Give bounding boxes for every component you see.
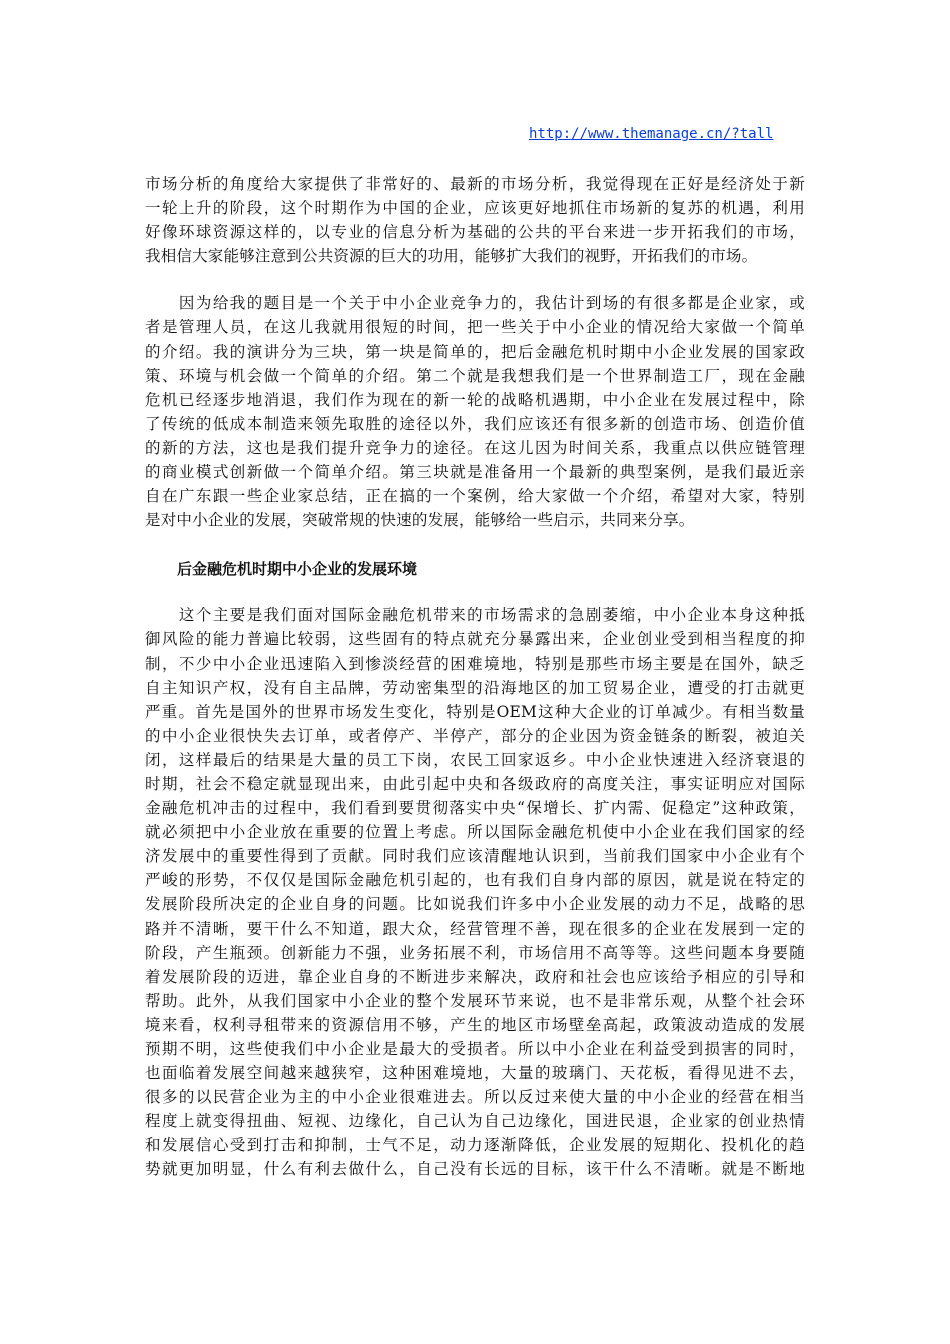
text-line: 阶段，产生瓶颈。创新能力不强，业务拓展不利，市场信用不高等等。这些问题本身要随 [145, 943, 805, 962]
text-line: 好像环球资源这样的，以专业的信息分析为基础的公共的平台来进一步开拓我们的市场， [145, 223, 805, 242]
text-line: 闭，这样最后的结果是大量的员工下岗，农民工回家返乡。中小企业快速进入经济衰退的 [145, 750, 805, 769]
text-line: 的中小企业很快失去订单，或者停产、半停产，部分的企业因为资金链条的断裂，被迫关 [145, 726, 805, 745]
section-paragraph [145, 603, 805, 1181]
text-line: 御风险的能力普遍比较弱，这些固有的特点就充分暴露出来，企业创业受到相当程度的抑 [145, 630, 805, 649]
text-line: 路并不清晰，要干什么不知道，跟大众，经营管理不善，现在很多的企业在发展到一定的 [145, 919, 805, 938]
agenda-paragraph [145, 291, 805, 532]
text-line: 因为给我的题目是一个关于中小企业竞争力的，我估计到场的有很多都是企业家，或 [145, 294, 805, 313]
text-line: 程度上就变得扭曲、短视、边缘化，自己认为自己边缘化，国进民退，企业家的创业热情 [145, 1112, 805, 1131]
text-line: 帮助。此外，从我们国家中小企业的整个发展环节来说，也不是非常乐观，从整个社会环 [145, 991, 805, 1010]
text-line: 境来看，权利寻租带来的资源信用不够，产生的地区市场壁垒高起，政策波动造成的发展 [145, 1015, 805, 1034]
text-line: 者是管理人员，在这儿我就用很短的时间，把一些关于中小企业的情况给大家做一个简单 [145, 318, 805, 337]
section-heading: 后金融危机时期中小企业的发展环境 [177, 560, 418, 579]
text-line: 时期，社会不稳定就显现出来，由此引起中央和各级政府的高度关注，事实证明应对国际 [145, 774, 805, 793]
text-line: 势就更加明显，什么有利去做什么，自己没有长远的目标，该干什么不清晰。就是不断地 [145, 1160, 805, 1179]
text-line: 我相信大家能够注意到公共资源的巨大的功用，能够扩大我们的视野，开拓我们的市场。 [145, 247, 758, 266]
text-line: 发展阶段所决定的企业自身的问题。比如说我们许多中小企业发展的动力不足，战略的思 [145, 895, 805, 914]
text-line: 着发展阶段的迈进，靠企业自身的不断进步来解决，政府和社会也应该给予相应的引导和 [145, 967, 805, 986]
text-line: 自主知识产权，没有自主品牌，劳动密集型的沿海地区的加工贸易企业，遭受的打击就更 [145, 678, 805, 697]
text-line: 济发展中的重要性得到了贡献。同时我们应该清醒地认识到，当前我们国家中小企业有个 [145, 847, 805, 866]
text-line: 这个主要是我们面对国际金融危机带来的市场需求的急剧萎缩，中小企业本身这种抵 [145, 606, 805, 625]
text-line: 严峻的形势，不仅仅是国际金融危机引起的，也有我们自身内部的原因，就是说在特定的 [145, 871, 805, 890]
text-line: 也面临着发展空间越来越狭窄，这种困难境地，大量的玻璃门、天花板，看得见进不去， [145, 1064, 805, 1083]
intro-paragraph [145, 172, 805, 268]
text-line: 制，不少中小企业迅速陷入到惨淡经营的困难境地，特别是那些市场主要是在国外，缺乏 [145, 654, 805, 673]
text-line: 金融危机冲击的过程中，我们看到要贯彻落实中央“保增长、扩内需、促稳定”这种政策， [145, 799, 805, 818]
text-line: 的新的方法，这也是我们提升竞争力的途径。在这儿因为时间关系，我重点以供应链管理 [145, 438, 805, 457]
text-line: 严重。首先是国外的世界市场发生变化，特别是OEM这种大企业的订单减少。有相当数量 [145, 702, 805, 721]
text-line: 预期不明，这些使我们中小企业是最大的受损者。所以中小企业在利益受到损害的同时， [145, 1040, 805, 1058]
text-line: 是对中小企业的发展，突破常规的快速的发展，能够给一些启示，共同来分享。 [145, 511, 695, 530]
text-line: 就必须把中小企业放在重要的位置上考虑。所以国际金融危机使中小企业在我们国家的经 [145, 823, 805, 842]
text-line: 一轮上升的阶段，这个时期作为中国的企业，应该更好地抓住市场新的复苏的机遇，利用 [145, 199, 805, 218]
header-url-link[interactable]: http://www.themanage.cn/?tall [529, 126, 774, 142]
text-line: 市场分析的角度给大家提供了非常好的、最新的市场分析，我觉得现在正好是经济处于新 [145, 175, 805, 193]
text-line: 很多的以民营企业为主的中小企业很难进去。所以反过来使大量的中小企业的经营在相当 [145, 1088, 805, 1107]
document-body [145, 172, 805, 1205]
text-line: 的介绍。我的演讲分为三块，第一块是简单的，把后金融危机时期中小企业发展的国家政 [145, 342, 805, 361]
text-line: 和发展信心受到打击和抑制，士气不足，动力逐渐降低，企业发展的短期化、投机化的趋 [145, 1136, 805, 1155]
text-line: 了传统的低成本制造来领先取胜的途径以外，我们应该还有很多新的创造市场、创造价值 [145, 414, 805, 433]
text-line: 策、环境与机会做一个简单的介绍。第二个就是我想我们是一个世界制造工厂，现在金融 [145, 366, 805, 385]
text-line: 的商业模式创新做一个简单介绍。第三块就是准备用一个最新的典型案例，是我们最近亲 [145, 463, 805, 482]
text-line: 危机已经逐步地消退，我们作为现在的新一轮的战略机遇期，中小企业在发展过程中，除 [145, 390, 805, 409]
text-line: 自在广东跟一些企业家总结，正在搞的一个案例，给大家做一个介绍，希望对大家，特别 [145, 487, 805, 506]
